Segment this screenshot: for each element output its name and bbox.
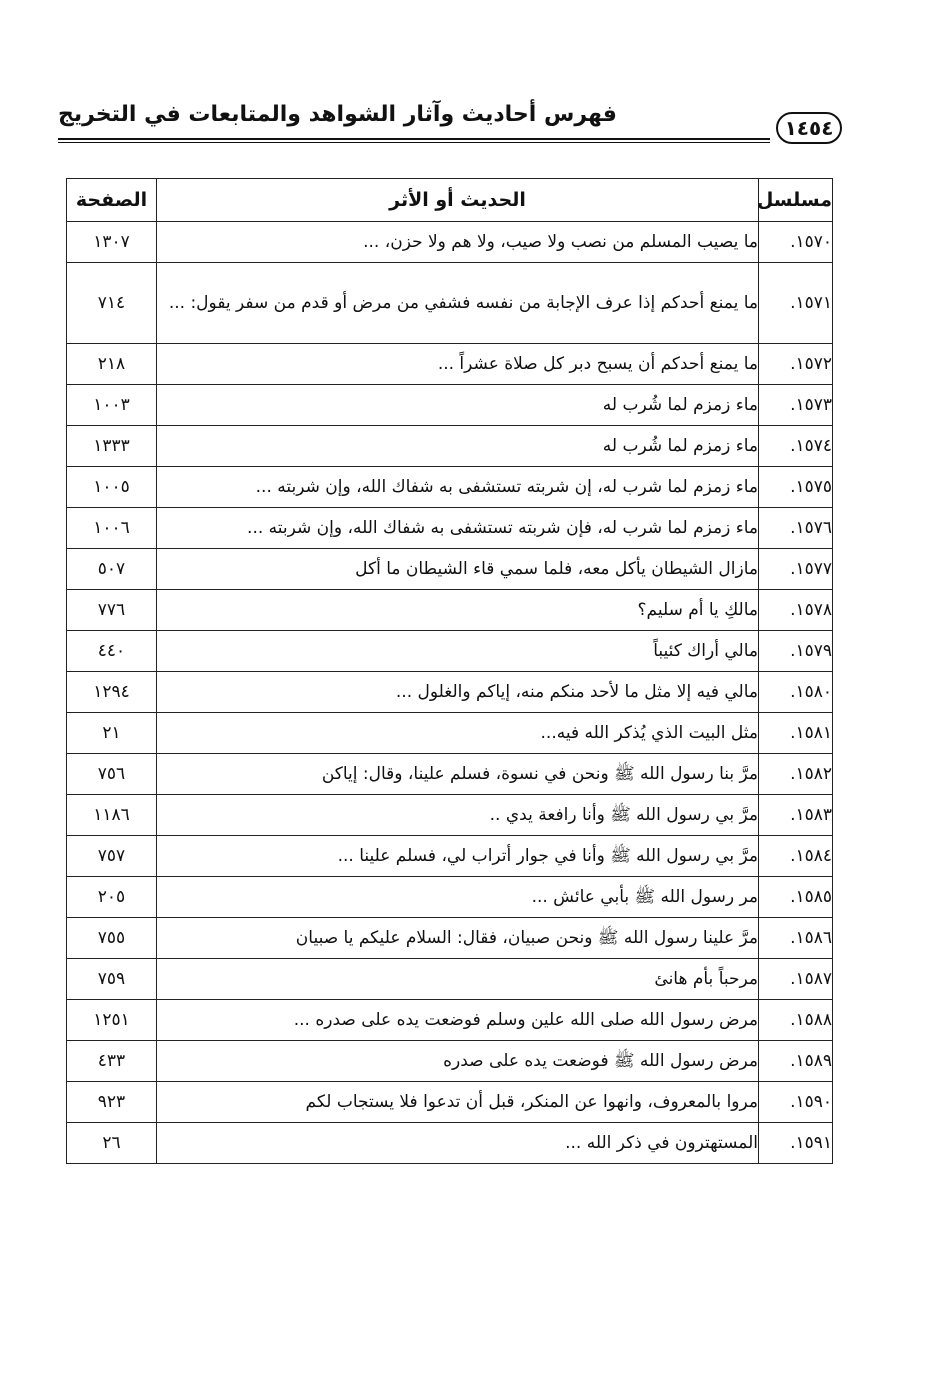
- table-row: [67, 918, 833, 959]
- serial-cell: ١٥٩٠.: [759, 1082, 833, 1123]
- page-cell: ٤٣٣: [67, 1041, 157, 1082]
- page-cell: ٤٤٠: [67, 631, 157, 672]
- table-row: [67, 426, 833, 467]
- text-cell: مرَّ علينا رسول الله ﷺ ونحن صبيان، فقال: السلام عليكم يا صبيان: [157, 918, 759, 959]
- serial-cell: ١٥٧١.: [759, 263, 833, 344]
- table-row: [67, 508, 833, 549]
- page-cell: ١١٨٦: [67, 795, 157, 836]
- text-cell: مالي أراك كئيباً: [157, 631, 759, 672]
- page-number-badge: ١٤٥٤: [776, 112, 842, 144]
- serial-cell: ١٥٨٩.: [759, 1041, 833, 1082]
- table-row: [67, 467, 833, 508]
- serial-cell: ١٥٧٢.: [759, 344, 833, 385]
- serial-cell: ١٥٧٣.: [759, 385, 833, 426]
- page-cell: ٢١٨: [67, 344, 157, 385]
- table-row: [67, 590, 833, 631]
- serial-cell: ١٥٨٨.: [759, 1000, 833, 1041]
- text-cell: المستهترون في ذكر الله ...: [157, 1123, 759, 1164]
- text-cell: مالكِ يا أم سليم؟: [157, 590, 759, 631]
- serial-cell: ١٥٨٧.: [759, 959, 833, 1000]
- serial-cell: ١٥٩١.: [759, 1123, 833, 1164]
- page-header: [58, 98, 850, 148]
- page-cell: ٢٦: [67, 1123, 157, 1164]
- serial-cell: ١٥٧٥.: [759, 467, 833, 508]
- serial-cell: ١٥٨٠.: [759, 672, 833, 713]
- table-row: [67, 631, 833, 672]
- page-cell: ١٠٠٥: [67, 467, 157, 508]
- table-row: [67, 1041, 833, 1082]
- page-cell: ٧٥٦: [67, 754, 157, 795]
- table-row: [67, 959, 833, 1000]
- header-rule: [58, 138, 770, 140]
- page-cell: ٩٢٣: [67, 1082, 157, 1123]
- page-cell: ٧١٤: [67, 263, 157, 344]
- table-row: [67, 222, 833, 263]
- table-row: [67, 795, 833, 836]
- text-cell: ما يمنع أحدكم إذا عرف الإجابة من نفسه فشفي من مرض أو قدم من سفر يقول: ...: [157, 263, 759, 344]
- page-cell: ٧٧٦: [67, 590, 157, 631]
- table-row: [67, 1082, 833, 1123]
- header-rule-thin: [58, 142, 770, 143]
- text-cell: ما يصيب المسلم من نصب ولا صيب، ولا هم ولا حزن، ...: [157, 222, 759, 263]
- text-cell: ماء زمزم لما شرب له، فإن شربته تستشفى به شفاك الله، وإن شربته ...: [157, 508, 759, 549]
- serial-cell: ١٥٧٤.: [759, 426, 833, 467]
- text-cell: مرض رسول الله صلى الله علين وسلم فوضعت يده على صدره ...: [157, 1000, 759, 1041]
- text-cell: مازال الشيطان يأكل معه، فلما سمي قاء الشيطان ما أكل: [157, 549, 759, 590]
- page-cell: ٧٥٩: [67, 959, 157, 1000]
- column-header-page: الصفحة: [67, 179, 157, 222]
- page-cell: ٢١: [67, 713, 157, 754]
- serial-cell: ١٥٨٣.: [759, 795, 833, 836]
- table-row: [67, 263, 833, 344]
- serial-cell: ١٥٧٧.: [759, 549, 833, 590]
- text-cell: مرَّ بنا رسول الله ﷺ ونحن في نسوة، فسلم علينا، وقال: إياكن: [157, 754, 759, 795]
- table-row: [67, 754, 833, 795]
- serial-cell: ١٥٨٢.: [759, 754, 833, 795]
- page-cell: ٢٠٥: [67, 877, 157, 918]
- page-cell: ٧٥٥: [67, 918, 157, 959]
- table-row: [67, 385, 833, 426]
- serial-cell: ١٥٨٥.: [759, 877, 833, 918]
- text-cell: ماء زمزم لما شُرب له: [157, 385, 759, 426]
- serial-cell: ١٥٧٠.: [759, 222, 833, 263]
- text-cell: مالي فيه إلا مثل ما لأحد منكم منه، إياكم والغلول ...: [157, 672, 759, 713]
- column-header-text: الحديث أو الأثر: [157, 179, 759, 222]
- serial-cell: ١٥٧٨.: [759, 590, 833, 631]
- serial-cell: ١٥٧٦.: [759, 508, 833, 549]
- page-cell: ١٢٩٤: [67, 672, 157, 713]
- page-cell: ١٠٠٣: [67, 385, 157, 426]
- page-cell: ٧٥٧: [67, 836, 157, 877]
- page-cell: ١٣٣٣: [67, 426, 157, 467]
- text-cell: ما يمنع أحدكم أن يسبح دبر كل صلاة عشراً ...: [157, 344, 759, 385]
- text-cell: مرَّ بي رسول الله ﷺ وأنا رافعة يدي ..: [157, 795, 759, 836]
- serial-cell: ١٥٨٤.: [759, 836, 833, 877]
- page-cell: ٥٠٧: [67, 549, 157, 590]
- text-cell: مرَّ بي رسول الله ﷺ وأنا في جوار أتراب لي، فسلم علينا ...: [157, 836, 759, 877]
- table-row: [67, 344, 833, 385]
- hadith-index-table: [66, 178, 833, 1164]
- text-cell: مرحباً بأم هانئ: [157, 959, 759, 1000]
- table-row: [67, 672, 833, 713]
- table-row: [67, 713, 833, 754]
- page-cell: ١٢٥١: [67, 1000, 157, 1041]
- serial-cell: ١٥٧٩.: [759, 631, 833, 672]
- table-row: [67, 836, 833, 877]
- table-row: [67, 1000, 833, 1041]
- text-cell: مثل البيت الذي يُذكر الله فيه...: [157, 713, 759, 754]
- page-cell: ١٠٠٦: [67, 508, 157, 549]
- serial-cell: ١٥٨١.: [759, 713, 833, 754]
- serial-cell: ١٥٨٦.: [759, 918, 833, 959]
- text-cell: ماء زمزم لما شُرب له: [157, 426, 759, 467]
- page-cell: ١٣٠٧: [67, 222, 157, 263]
- text-cell: ماء زمزم لما شرب له، إن شربته تستشفى به شفاك الله، وإن شربته ...: [157, 467, 759, 508]
- table-row: [67, 1123, 833, 1164]
- text-cell: مروا بالمعروف، وانهوا عن المنكر، قبل أن تدعوا فلا يستجاب لكم: [157, 1082, 759, 1123]
- running-title: فهرس أحاديث وآثار الشواهد والمتابعات في التخريج: [58, 102, 617, 127]
- table-header-row: [67, 179, 833, 222]
- table-body: [67, 222, 833, 1164]
- text-cell: مر رسول الله ﷺ بأبي عائش ...: [157, 877, 759, 918]
- column-header-serial: مسلسل: [759, 179, 833, 222]
- table-row: [67, 549, 833, 590]
- text-cell: مرض رسول الله ﷺ فوضعت يده على صدره: [157, 1041, 759, 1082]
- table-row: [67, 877, 833, 918]
